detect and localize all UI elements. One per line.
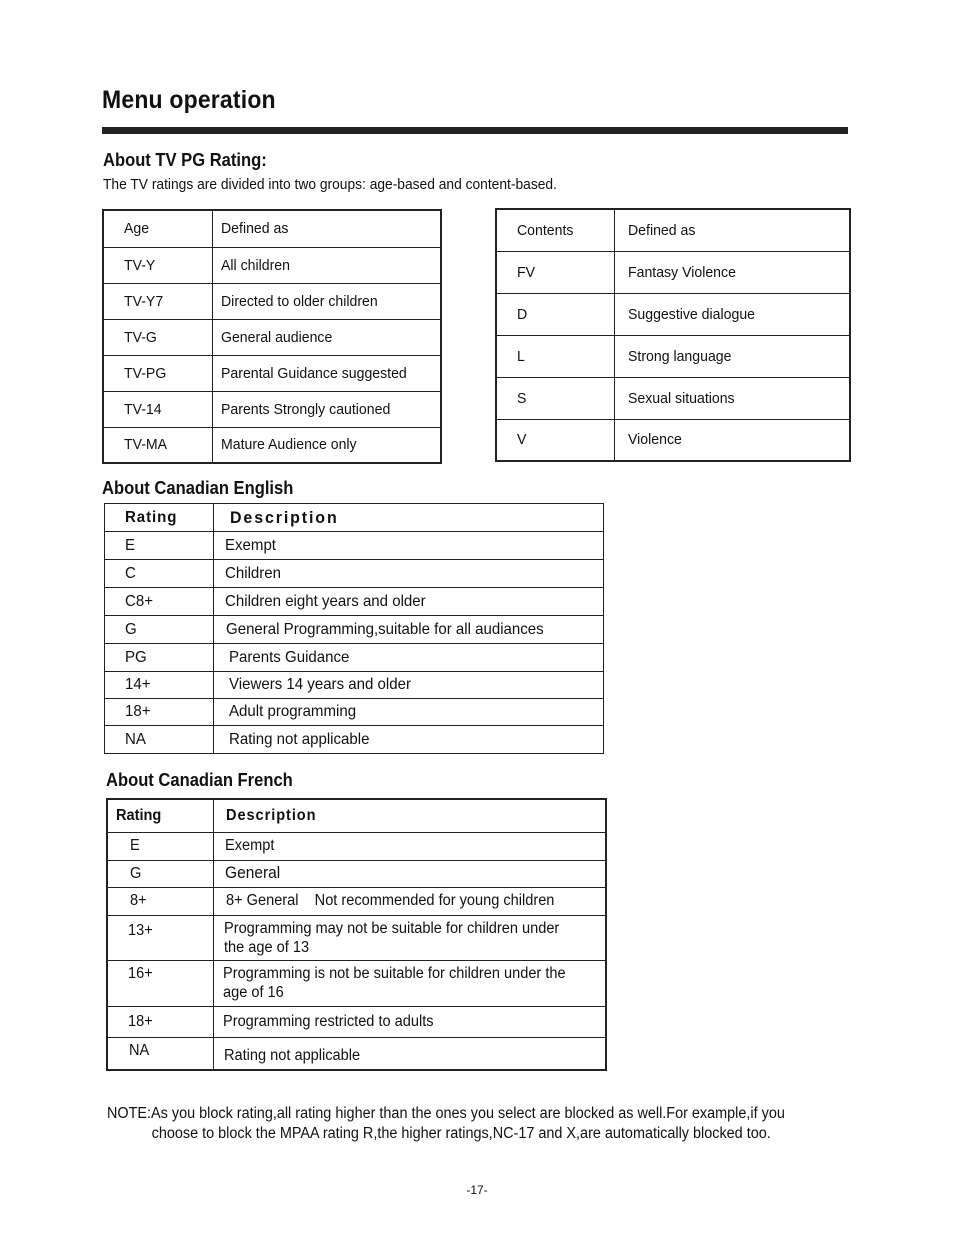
header-cell: Defined as — [614, 209, 850, 251]
table-row — [496, 419, 850, 461]
table-row — [496, 251, 850, 293]
rating-description-cell: Rating not applicable — [213, 1037, 606, 1070]
content-description-cell: Strong language — [614, 335, 850, 377]
table-row — [105, 726, 604, 754]
rating-code-cell: G — [107, 860, 213, 887]
tv-pg-intro: The TV ratings are divided into two groups: age-based and content-based. — [103, 176, 557, 193]
page-title: Menu operation — [102, 86, 276, 114]
rating-code-cell: C — [105, 560, 214, 588]
rating-code-cell: 16+ — [107, 960, 213, 1006]
header-cell: Defined as — [212, 210, 441, 247]
rating-code-cell: TV-PG — [103, 355, 212, 391]
content-code-cell: FV — [496, 251, 614, 293]
rating-code-cell: PG — [105, 644, 214, 672]
rating-description-cell: Directed to older children — [212, 283, 441, 319]
rating-code-cell: 8+ — [107, 887, 213, 915]
page-number: -17- — [466, 1183, 488, 1197]
table-row — [107, 860, 606, 887]
note-line: NOTE:As you block rating,all rating higher than the ones you select are blocked as well.For example,if you — [107, 1105, 785, 1122]
content-description-cell: Violence — [614, 419, 850, 461]
table-row — [105, 588, 604, 616]
table-row — [107, 832, 606, 860]
rating-description-cell: General — [213, 860, 606, 887]
rating-description-cell: Programming restricted to adults — [213, 1006, 606, 1037]
table-row — [105, 672, 604, 699]
content-code-cell: V — [496, 419, 614, 461]
rating-description-cell: Parents Guidance — [214, 644, 604, 672]
rating-code-cell: TV-14 — [103, 391, 212, 427]
note-paragraph — [107, 1104, 887, 1144]
rating-description-cell: All children — [212, 247, 441, 283]
rating-code-cell: 18+ — [105, 699, 214, 726]
table-row — [103, 247, 441, 283]
content-description-cell: Suggestive dialogue — [614, 293, 850, 335]
table-row — [105, 616, 604, 644]
rating-description-cell: Viewers 14 years and older — [214, 672, 604, 699]
canadian-english-table — [104, 503, 604, 754]
rating-code-cell: TV-Y7 — [103, 283, 212, 319]
rating-code-cell: G — [105, 616, 214, 644]
rating-code-cell: 18+ — [107, 1006, 213, 1037]
header-cell: Description — [214, 504, 604, 532]
header-cell: Age — [103, 210, 212, 247]
rating-code-cell: 14+ — [105, 672, 214, 699]
rating-code-cell: TV-Y — [103, 247, 212, 283]
rating-description-cell: Adult programming — [214, 699, 604, 726]
header-cell: Rating — [107, 799, 213, 832]
rating-description-cell: Parents Strongly cautioned — [212, 391, 441, 427]
rating-code-cell: NA — [107, 1037, 213, 1070]
rating-description-cell: Children — [214, 560, 604, 588]
rating-description-cell: Programming is not be suitable for children under the age of 16 — [213, 960, 606, 1006]
table-row — [107, 1037, 606, 1070]
rating-code-cell: C8+ — [105, 588, 214, 616]
table-header-row — [496, 209, 850, 251]
table-header-row — [105, 504, 604, 532]
rating-code-cell: TV-MA — [103, 427, 212, 463]
table-row — [496, 293, 850, 335]
table-row — [107, 960, 606, 1006]
rating-description-cell: General audience — [212, 319, 441, 355]
rating-description-cell: 8+ General Not recommended for young children — [213, 887, 606, 915]
rating-description-cell: Children eight years and older — [214, 588, 604, 616]
table-row — [103, 319, 441, 355]
title-divider — [102, 127, 848, 134]
table-row — [105, 560, 604, 588]
table-row — [496, 377, 850, 419]
table-header-row — [107, 799, 606, 832]
rating-description-cell: Programming may not be suitable for children under the age of 13 — [213, 915, 606, 960]
table-row — [103, 283, 441, 319]
header-cell: Rating — [105, 504, 214, 532]
note-line: choose to block the MPAA rating R,the higher ratings,NC-17 and X,are automatically blocked too. — [151, 1125, 771, 1142]
rating-description-cell: Exempt — [213, 832, 606, 860]
table-row — [105, 644, 604, 672]
table-row — [103, 427, 441, 463]
rating-code-cell: E — [107, 832, 213, 860]
content-code-cell: S — [496, 377, 614, 419]
content-description-cell: Sexual situations — [614, 377, 850, 419]
content-description-cell: Fantasy Violence — [614, 251, 850, 293]
rating-code-cell: E — [105, 532, 214, 560]
rating-code-cell: NA — [105, 726, 214, 754]
tv-pg-heading: About TV PG Rating: — [103, 150, 267, 170]
age-rating-table — [102, 209, 442, 464]
table-row — [107, 887, 606, 915]
rating-description-cell: General Programming,suitable for all audiances — [214, 616, 604, 644]
table-header-row — [103, 210, 441, 247]
rating-code-cell: TV-G — [103, 319, 212, 355]
canadian-french-table — [106, 798, 607, 1071]
rating-code-cell: 13+ — [107, 915, 213, 960]
header-cell: Contents — [496, 209, 614, 251]
table-row — [496, 335, 850, 377]
table-row — [103, 355, 441, 391]
table-row — [105, 532, 604, 560]
content-rating-table — [495, 208, 851, 462]
header-cell: Description — [213, 799, 606, 832]
rating-description-cell: Parental Guidance suggested — [212, 355, 441, 391]
rating-description-cell: Rating not applicable — [214, 726, 604, 754]
canadian-french-heading: About Canadian French — [106, 770, 293, 790]
content-code-cell: L — [496, 335, 614, 377]
table-row — [103, 391, 441, 427]
content-code-cell: D — [496, 293, 614, 335]
rating-description-cell: Mature Audience only — [212, 427, 441, 463]
table-row — [107, 915, 606, 960]
table-row — [105, 699, 604, 726]
table-row — [107, 1006, 606, 1037]
rating-description-cell: Exempt — [214, 532, 604, 560]
canadian-english-heading: About Canadian English — [102, 478, 294, 498]
